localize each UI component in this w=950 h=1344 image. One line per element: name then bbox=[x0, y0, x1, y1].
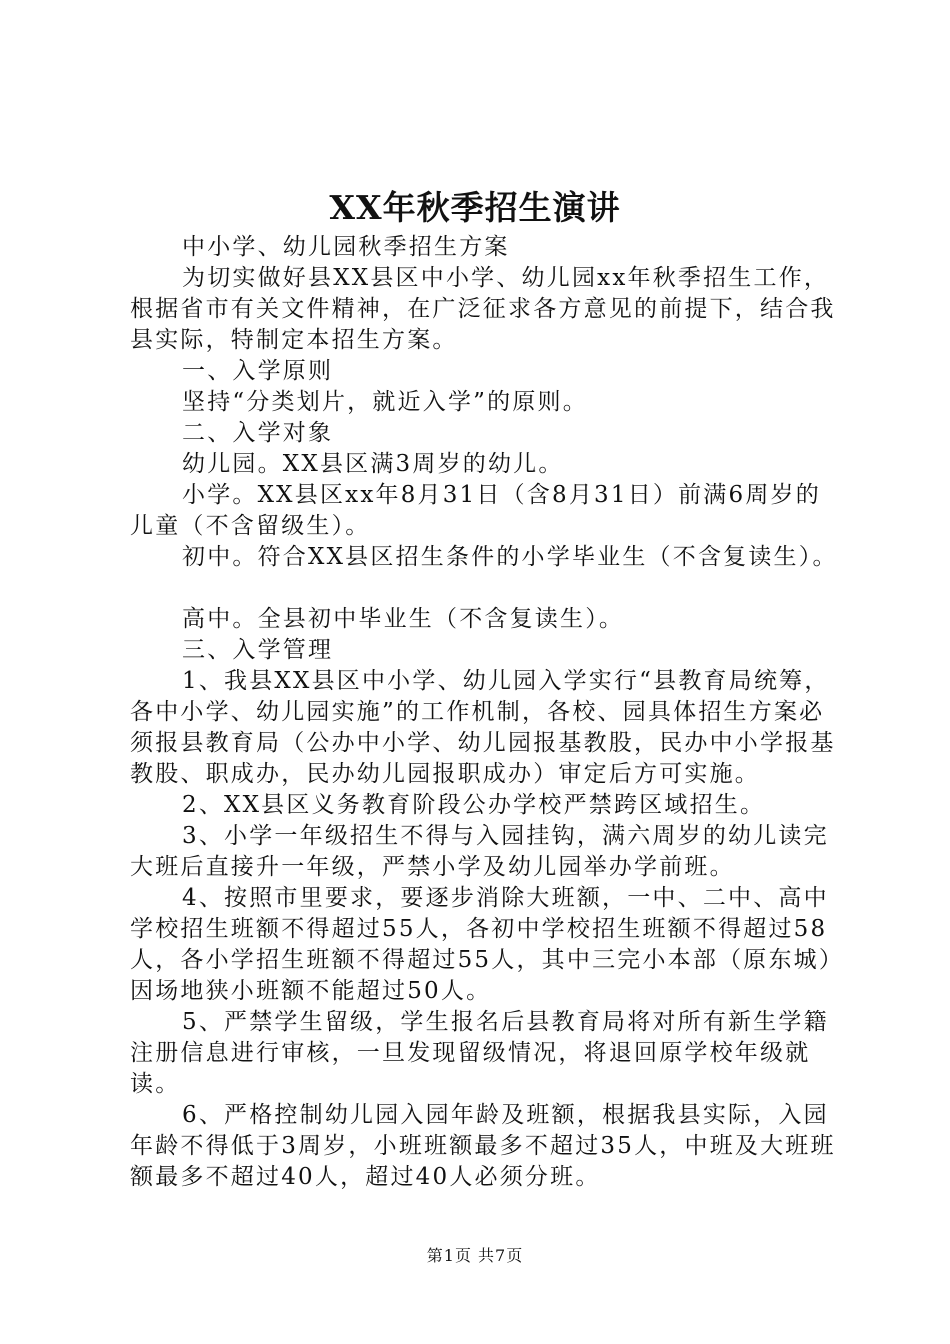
paragraph-rule-1: 1、我县XX县区中小学、幼儿园入学实行“县教育局统筹，各中小学、幼儿园实施”的工作机制，各校、园具体招生方案必须报县教育局（公办中小学、幼儿园报基教股，民办中小学报基教股、职成办，民办幼儿园报职成办）审定后方可实施。 bbox=[130, 668, 836, 787]
heading-section-1: 一、入学原则 bbox=[182, 358, 334, 384]
page-footer: 第1页 共7页 bbox=[426, 1246, 524, 1265]
paragraph-subtitle: 中小学、幼儿园秋季招生方案 bbox=[182, 234, 510, 260]
paragraph-rule-5: 5、严禁学生留级，学生报名后县教育局将对所有新生学籍注册信息进行审核，一旦发现留级情况，将退回原学校年级就读。 bbox=[130, 1009, 829, 1097]
paragraph-primary: 小学。XX县区xx年8月31日（含8月31日）前满6周岁的儿童（不含留级生）。 bbox=[130, 482, 821, 539]
paragraph-junior: 初中。符合XX县区招生条件的小学毕业生（不含复读生）。 bbox=[182, 544, 838, 570]
paragraph-rule-4: 4、按照市里要求，要逐步消除大班额，一中、二中、高中学校招生班额不得超过55人，各初中学校招生班额不得超过58人，各小学招生班额不得超过55人，其中三完小本部（原东城）因场地狭小班额不能超过50人。 bbox=[130, 885, 833, 1004]
document-title: XX年秋季招生演讲 bbox=[329, 188, 621, 227]
paragraph-rule-3: 3、小学一年级招生不得与入园挂钩，满六周岁的幼儿读完大班后直接升一年级，严禁小学及幼儿园举办学前班。 bbox=[130, 823, 829, 880]
paragraph-rule-6: 6、严格控制幼儿园入园年龄及班额，根据我县实际，入园年龄不得低于3周岁，小班班额最多不超过35人，中班及大班班额最多不超过40人，超过40人必须分班。 bbox=[130, 1102, 836, 1190]
heading-section-2: 二、入学对象 bbox=[182, 420, 334, 446]
document-body bbox=[130, 232, 842, 1193]
paragraph-rule-2: 2、XX县区义务教育阶段公办学校严禁跨区域招生。 bbox=[182, 792, 766, 818]
paragraph-principle: 坚持“分类划片，就近入学”的原则。 bbox=[182, 389, 588, 415]
blank-line bbox=[130, 573, 842, 604]
paragraph-intro: 为切实做好县XX县区中小学、幼儿园xx年秋季招生工作，根据省市有关文件精神，在广泛征求各方意见的前提下，结合我县实际，特制定本招生方案。 bbox=[130, 265, 836, 353]
paragraph-kindergarten: 幼儿园。XX县区满3周岁的幼儿。 bbox=[182, 451, 564, 477]
heading-section-3: 三、入学管理 bbox=[182, 637, 334, 663]
paragraph-senior: 高中。全县初中毕业生（不含复读生）。 bbox=[182, 606, 625, 632]
